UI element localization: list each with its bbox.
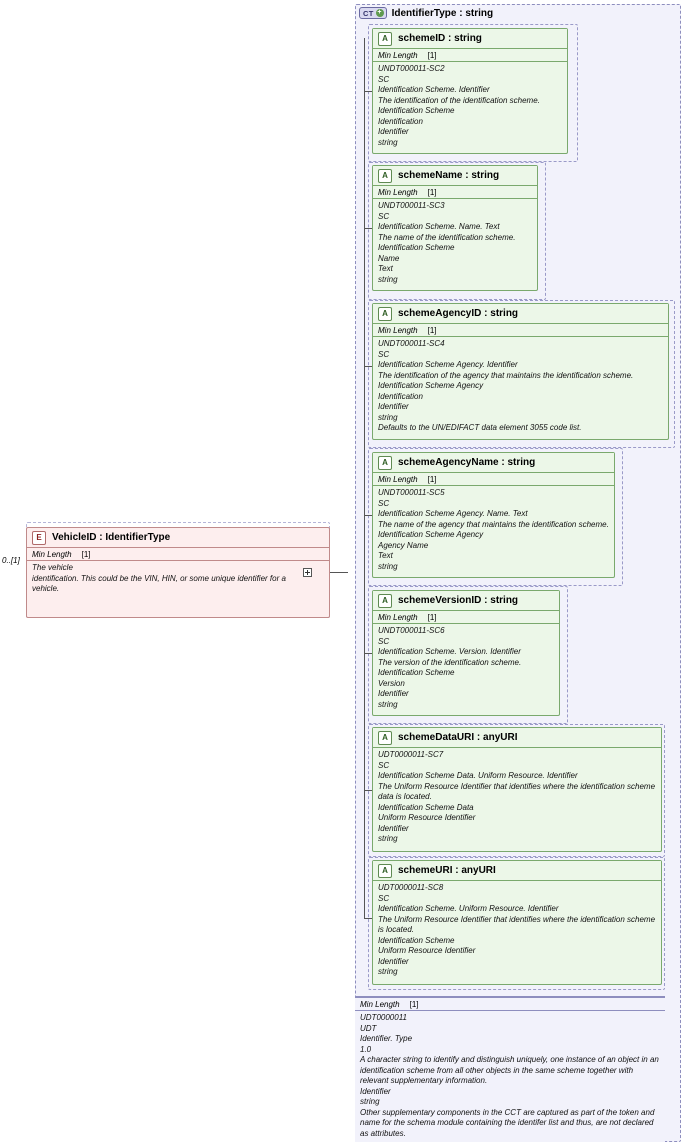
type-facet-minlength <box>355 997 665 1011</box>
element-documentation <box>27 561 329 598</box>
connector-branch <box>364 228 372 229</box>
attribute-schemeagencyid[interactable] <box>372 303 669 440</box>
plus-icon[interactable]: + <box>377 9 382 16</box>
type-summary <box>355 996 665 1142</box>
attribute-badge: A <box>378 864 392 878</box>
doc-line: UNDT000011-SC3 <box>378 201 445 210</box>
doc-line: string <box>378 834 398 843</box>
attribute-facet-minlength <box>373 186 537 199</box>
type-documentation <box>355 1011 665 1142</box>
doc-line: Defaults to the UN/EDIFACT data element 3055 code list. <box>378 423 582 432</box>
doc-line: Identifier <box>378 956 409 966</box>
connector-branch <box>364 918 372 919</box>
complextype-badge-label: CT <box>363 8 374 18</box>
doc-line: Identification Scheme <box>378 106 455 115</box>
attribute-header <box>373 166 537 186</box>
facet-value: [1] <box>427 612 437 622</box>
connector-branch <box>364 653 372 654</box>
doc-line: Identification Scheme <box>378 935 455 945</box>
element-vehicleid[interactable] <box>26 527 330 618</box>
doc-line: SC <box>378 349 390 359</box>
doc-line: The name of the agency that maintains the identification scheme. <box>378 519 609 529</box>
attribute-title: schemeAgencyName : string <box>398 457 536 468</box>
attribute-header <box>373 304 668 324</box>
attribute-facet-minlength <box>373 611 559 624</box>
doc-line: Version <box>378 678 405 688</box>
connector-branch <box>364 515 372 516</box>
complextype-badge <box>359 7 387 19</box>
attribute-title: schemeAgencyID : string <box>398 308 519 319</box>
doc-line: Identification <box>378 116 423 126</box>
complextype-header <box>355 4 493 22</box>
attribute-badge: A <box>378 307 392 321</box>
attribute-documentation <box>373 881 661 981</box>
doc-line: The Uniform Resource Identifier that identifies where the identification scheme is located. <box>378 914 656 934</box>
doc-line: A character string to identify and distinguish uniquely, one instance of an object in an identification scheme from all other objects in the same scheme together with relevant supplementary information. <box>360 1055 659 1085</box>
doc-line: Text <box>378 264 393 273</box>
doc-line: UNDT000011-SC6 <box>378 626 445 635</box>
doc-line: Identification Scheme. Version. Identifier <box>378 647 521 656</box>
doc-line: Identifier <box>378 689 409 698</box>
attribute-badge: A <box>378 32 392 46</box>
facet-value: [1] <box>427 474 437 484</box>
attribute-schemename[interactable] <box>372 165 538 291</box>
facet-value: [1] <box>427 50 437 60</box>
connector-branch <box>364 366 372 367</box>
doc-line: Identifier. Type <box>360 1034 413 1043</box>
element-header <box>27 528 329 548</box>
attribute-header <box>373 728 661 748</box>
doc-line: string <box>378 274 398 284</box>
attribute-schemedatauri[interactable] <box>372 727 662 852</box>
doc-line: SC <box>378 211 390 221</box>
element-cardinality: 0..[1] <box>2 556 20 565</box>
doc-line: Identification Scheme. Name. Text <box>378 222 500 231</box>
connector-trunk <box>364 38 365 918</box>
facet-label: Min Length <box>378 612 418 622</box>
attribute-header <box>373 453 614 473</box>
connector-branch <box>364 790 372 791</box>
doc-line: Identifier <box>360 1086 391 1096</box>
doc-line: UNDT000011-SC5 <box>378 488 445 497</box>
attribute-header <box>373 591 559 611</box>
doc-line: string <box>378 137 398 147</box>
complextype-title: IdentifierType : string <box>391 7 494 19</box>
doc-line: UDT <box>360 1023 377 1033</box>
doc-line: The name of the identification scheme. <box>378 232 516 242</box>
expand-toggle[interactable] <box>303 568 312 577</box>
attribute-header <box>373 29 567 49</box>
attribute-facet-minlength <box>373 49 567 62</box>
element-title: VehicleID : IdentifierType <box>52 532 171 543</box>
connector-branch <box>364 91 372 92</box>
doc-line: Uniform Resource Identifier <box>378 946 476 955</box>
attribute-schemeversionid[interactable] <box>372 590 560 716</box>
doc-line: Identification Scheme. Identifier <box>378 85 490 94</box>
doc-line: UDT0000011 <box>360 1013 407 1022</box>
attribute-documentation <box>373 486 614 575</box>
doc-line: The version of the identification scheme. <box>378 657 522 667</box>
doc-line: The Uniform Resource Identifier that identifies where the identification scheme data is located. <box>378 781 656 801</box>
connector-line <box>330 572 348 573</box>
attribute-title: schemeID : string <box>398 33 482 44</box>
element-doc-line: vehicle. <box>32 584 60 593</box>
doc-line: Text <box>378 551 393 560</box>
facet-label: Min Length <box>360 999 400 1009</box>
doc-line: UDT0000011-SC7 <box>378 750 444 759</box>
facet-label: Min Length <box>378 187 418 197</box>
doc-line: The identification of the agency that maintains the identification scheme. <box>378 370 634 380</box>
attribute-header <box>373 861 661 881</box>
doc-line: Identification Scheme. Uniform Resource. Identifier <box>378 904 559 913</box>
attribute-facet-minlength <box>373 324 668 337</box>
doc-line: UNDT000011-SC4 <box>378 339 445 348</box>
doc-line: SC <box>378 498 390 508</box>
facet-value: [1] <box>409 999 419 1009</box>
doc-line: The identification of the identification scheme. <box>378 95 540 105</box>
attribute-documentation <box>373 62 567 151</box>
element-badge: E <box>32 531 46 545</box>
doc-line: SC <box>378 760 390 770</box>
attribute-schemeuri[interactable] <box>372 860 662 985</box>
attribute-title: schemeURI : anyURI <box>398 865 496 876</box>
doc-line: Agency Name <box>378 540 429 550</box>
element-facet-label: Min Length <box>32 549 72 559</box>
doc-line: string <box>360 1097 380 1106</box>
attribute-badge: A <box>378 731 392 745</box>
facet-label: Min Length <box>378 50 418 60</box>
attribute-title: schemeDataURI : anyURI <box>398 732 518 743</box>
element-facet-minlength <box>27 548 329 561</box>
doc-line: Other supplementary components in the CCT are captured as part of the token and name for the schema module containing the identifer list and thus, are not declared as attributes. <box>360 1107 655 1138</box>
attribute-documentation <box>373 748 661 848</box>
doc-line: Identification Scheme <box>378 243 455 252</box>
element-facet-value: [1] <box>81 549 91 559</box>
facet-label: Min Length <box>378 474 418 484</box>
doc-line: string <box>378 561 398 571</box>
doc-line: Identifier <box>378 823 409 833</box>
attribute-documentation <box>373 199 537 288</box>
doc-line: Identifier <box>378 127 409 136</box>
doc-line: Identification <box>378 391 423 401</box>
doc-line: string <box>378 967 398 976</box>
doc-line: Uniform Resource Identifier <box>378 813 476 822</box>
doc-line: UNDT000011-SC2 <box>378 64 445 73</box>
doc-line: Name <box>378 253 400 263</box>
doc-line: Identification Scheme Agency. Identifier <box>378 360 518 369</box>
doc-line: SC <box>378 893 390 903</box>
doc-line: SC <box>378 74 390 84</box>
doc-line: Identification Scheme Agency. Name. Text <box>378 509 528 518</box>
element-doc-line: identification. This could be the VIN, HIN, or some unique identifier for a <box>32 573 286 583</box>
attribute-documentation <box>373 337 668 437</box>
attribute-title: schemeVersionID : string <box>398 595 519 606</box>
attribute-title: schemeName : string <box>398 170 500 181</box>
doc-line: string <box>378 412 398 422</box>
doc-line: Identification Scheme Agency <box>378 530 484 539</box>
doc-line: Identification Scheme <box>378 668 455 677</box>
attribute-badge: A <box>378 169 392 183</box>
attribute-facet-minlength <box>373 473 614 486</box>
attribute-schemeagencyname[interactable] <box>372 452 615 578</box>
doc-line: UDT0000011-SC8 <box>378 883 444 892</box>
facet-label: Min Length <box>378 325 418 335</box>
doc-line: Identification Scheme Agency <box>378 381 484 390</box>
doc-line: 1.0 <box>360 1044 372 1054</box>
doc-line: Identifier <box>378 402 409 411</box>
attribute-badge: A <box>378 594 392 608</box>
element-doc-line: The vehicle <box>32 563 73 572</box>
doc-line: Identification Scheme Data <box>378 802 474 812</box>
facet-value: [1] <box>427 187 437 197</box>
attribute-badge: A <box>378 456 392 470</box>
doc-line: Identification Scheme Data. Uniform Resource. Identifier <box>378 771 578 780</box>
attribute-schemeid[interactable] <box>372 28 568 154</box>
facet-value: [1] <box>427 325 437 335</box>
doc-line: SC <box>378 636 390 646</box>
doc-line: string <box>378 699 398 709</box>
attribute-documentation <box>373 624 559 713</box>
